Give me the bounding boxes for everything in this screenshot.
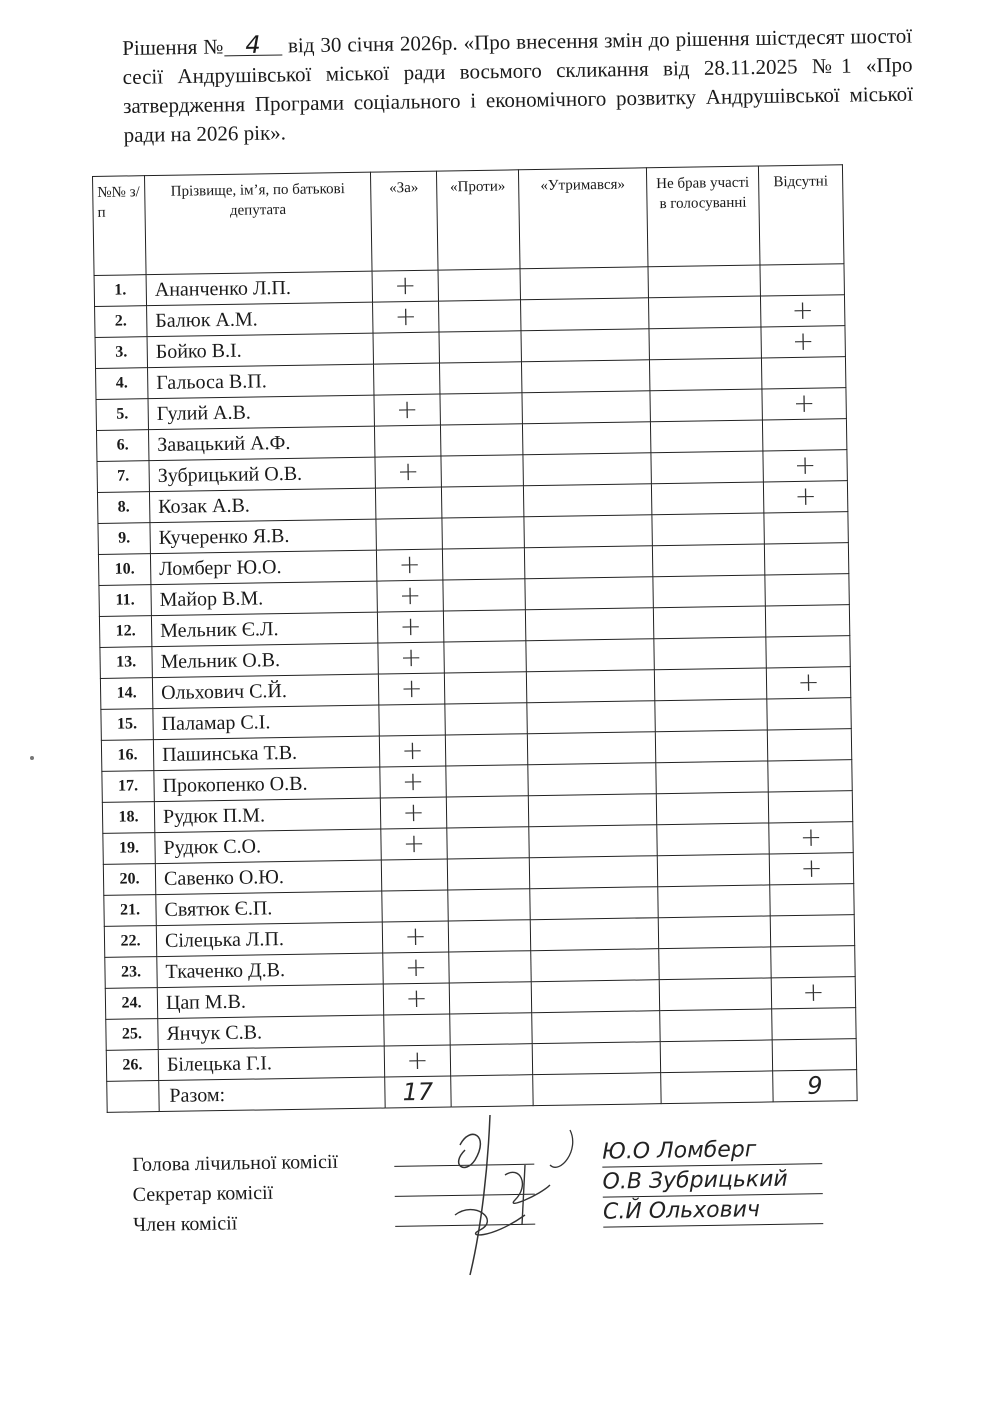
deputy-name: Балюк А.М. bbox=[147, 302, 373, 337]
vote-proty-cell bbox=[440, 424, 522, 456]
vote-vidsutni-cell: + bbox=[769, 822, 853, 854]
row-number: 10. bbox=[98, 554, 150, 586]
vote-ne-brav-cell bbox=[653, 575, 765, 608]
vote-utrymavsia-cell bbox=[521, 360, 649, 393]
vote-proty-cell bbox=[448, 889, 530, 921]
deputy-name: Ткаченко Д.В. bbox=[157, 953, 383, 988]
vote-ne-brav-cell bbox=[649, 358, 761, 391]
vote-proty-cell bbox=[439, 300, 521, 332]
vote-utrymavsia-cell bbox=[529, 825, 657, 858]
header-ne-brav: Не брав участі в голосуванні bbox=[646, 166, 760, 267]
vote-utrymavsia-cell bbox=[528, 763, 656, 796]
vote-ne-brav-cell bbox=[648, 265, 760, 298]
vote-za-cell bbox=[373, 363, 439, 395]
secretary-row bbox=[132, 1166, 788, 1210]
deputy-name: Гулий А.В. bbox=[148, 395, 374, 430]
vote-ne-brav-cell bbox=[651, 451, 763, 484]
vote-za-cell: + bbox=[380, 797, 446, 829]
vote-za-cell bbox=[384, 1014, 450, 1046]
vote-proty-cell bbox=[439, 362, 521, 394]
row-number: 21. bbox=[104, 895, 156, 927]
voting-table bbox=[92, 164, 858, 1113]
vote-vidsutni-cell: + bbox=[762, 388, 846, 420]
row-number: 7. bbox=[97, 461, 149, 493]
row-number: 5. bbox=[96, 399, 148, 431]
deputy-name: Козак А.В. bbox=[149, 488, 375, 523]
vote-proty-cell bbox=[447, 827, 529, 859]
header-utrymavsia: «Утримався» bbox=[518, 168, 648, 269]
row-number: 14. bbox=[100, 678, 152, 710]
vote-ne-brav-cell bbox=[648, 296, 760, 329]
vote-vidsutni-cell bbox=[764, 512, 848, 544]
vote-vidsutni-cell bbox=[772, 1039, 856, 1071]
row-number: 1. bbox=[94, 275, 146, 307]
deputy-name: Цап М.В. bbox=[157, 984, 383, 1019]
vote-za-cell: + bbox=[376, 549, 442, 581]
vote-utrymavsia-cell bbox=[531, 949, 659, 982]
total-ne-brav bbox=[661, 1071, 773, 1104]
vote-proty-cell bbox=[441, 455, 523, 487]
vote-ne-brav-cell bbox=[657, 854, 769, 887]
row-number: 23. bbox=[105, 957, 157, 989]
row-number: 4. bbox=[96, 368, 148, 400]
deputy-name: Гальоса В.П. bbox=[148, 364, 374, 399]
vote-utrymavsia-cell bbox=[528, 794, 656, 827]
row-number: 24. bbox=[105, 988, 157, 1020]
chair-label: Голова лічильної комісії bbox=[132, 1150, 339, 1176]
vote-proty-cell bbox=[449, 982, 531, 1014]
vote-ne-brav-cell bbox=[657, 823, 769, 856]
vote-vidsutni-cell bbox=[764, 543, 848, 575]
vote-vidsutni-cell: + bbox=[771, 977, 855, 1009]
vote-utrymavsia-cell bbox=[526, 639, 654, 672]
deputy-name: Сілецька Л.П. bbox=[156, 922, 382, 957]
vote-proty-cell bbox=[447, 858, 529, 890]
vote-za-cell bbox=[375, 487, 441, 519]
vote-proty-cell bbox=[439, 331, 521, 363]
vote-vidsutni-cell: + bbox=[760, 295, 844, 327]
vote-vidsutni-cell bbox=[765, 574, 849, 606]
vote-za-cell: + bbox=[377, 580, 443, 612]
vote-vidsutni-cell: + bbox=[763, 481, 847, 513]
header-za: «За» bbox=[370, 171, 438, 271]
member-name: С.Й Ольхович bbox=[603, 1195, 823, 1227]
vote-proty-cell bbox=[446, 796, 528, 828]
vote-za-cell: + bbox=[380, 766, 446, 798]
vote-vidsutni-cell bbox=[762, 419, 846, 451]
deputy-name: Зубрицький О.В. bbox=[149, 457, 375, 492]
vote-vidsutni-cell: + bbox=[766, 667, 850, 699]
vote-utrymavsia-cell bbox=[523, 453, 651, 486]
vote-za-cell: + bbox=[378, 673, 444, 705]
vote-utrymavsia-cell bbox=[523, 484, 651, 517]
vote-za-cell: + bbox=[372, 270, 438, 302]
vote-za-cell: + bbox=[373, 301, 439, 333]
secretary-name: О.В Зубрицький bbox=[602, 1165, 822, 1197]
row-number: 12. bbox=[99, 616, 151, 648]
vote-ne-brav-cell bbox=[655, 699, 767, 732]
header-proty: «Проти» bbox=[436, 170, 520, 270]
deputy-name: Ананченко Л.П. bbox=[146, 271, 372, 306]
total-utrymavsia bbox=[533, 1073, 661, 1106]
deputy-name: Мельник Є.Л. bbox=[151, 612, 377, 647]
deputy-name: Святюк Є.П. bbox=[156, 891, 382, 926]
deputy-name: Майор В.М. bbox=[151, 581, 377, 616]
vote-utrymavsia-cell bbox=[522, 391, 650, 424]
vote-ne-brav-cell bbox=[659, 978, 771, 1011]
vote-vidsutni-cell: + bbox=[769, 853, 853, 885]
vote-vidsutni-cell bbox=[761, 357, 845, 389]
vote-ne-brav-cell bbox=[654, 637, 766, 670]
vote-utrymavsia-cell bbox=[521, 329, 649, 362]
vote-utrymavsia-cell bbox=[532, 1011, 660, 1044]
vote-vidsutni-cell bbox=[772, 1008, 856, 1040]
vote-proty-cell bbox=[438, 269, 520, 301]
handwritten-signatures bbox=[430, 1105, 610, 1285]
vote-vidsutni-cell: + bbox=[761, 326, 845, 358]
vote-vidsutni-cell bbox=[765, 605, 849, 637]
vote-vidsutni-cell bbox=[766, 636, 850, 668]
chair-row bbox=[132, 1137, 757, 1180]
total-proty bbox=[451, 1075, 533, 1107]
vote-za-cell bbox=[374, 425, 440, 457]
header-num: №№ з/п bbox=[93, 176, 147, 276]
chair-name: Ю.О Ломберг bbox=[602, 1135, 822, 1167]
vote-za-cell: + bbox=[383, 952, 449, 984]
row-number: 2. bbox=[95, 306, 147, 338]
vote-utrymavsia-cell bbox=[527, 701, 655, 734]
vote-utrymavsia-cell bbox=[520, 267, 648, 300]
row-number: 15. bbox=[101, 709, 153, 741]
vote-ne-brav-cell bbox=[655, 730, 767, 763]
header-name: Прізвище, ім’я, по батькові депутата bbox=[145, 172, 373, 275]
deputy-name: Бойко В.І. bbox=[147, 333, 373, 368]
vote-za-cell bbox=[373, 332, 439, 364]
signatures-block bbox=[132, 1137, 788, 1240]
vote-proty-cell bbox=[449, 951, 531, 983]
vote-proty-cell bbox=[444, 672, 526, 704]
vote-proty-cell bbox=[440, 393, 522, 425]
total-empty-cell bbox=[107, 1081, 159, 1113]
vote-za-cell: + bbox=[375, 456, 441, 488]
row-number: 16. bbox=[101, 740, 153, 772]
vote-za-cell: + bbox=[383, 983, 449, 1015]
vote-proty-cell bbox=[441, 486, 523, 518]
deputy-name: Прокопенко О.В. bbox=[154, 767, 380, 802]
deputy-name: Пашинська Т.В. bbox=[153, 736, 379, 771]
vote-proty-cell bbox=[443, 610, 525, 642]
total-vidsutni: 9 bbox=[773, 1070, 857, 1102]
vote-ne-brav-cell bbox=[652, 513, 764, 546]
vote-ne-brav-cell bbox=[658, 885, 770, 918]
vote-vidsutni-cell bbox=[770, 915, 854, 947]
vote-utrymavsia-cell bbox=[520, 298, 648, 331]
vote-ne-brav-cell bbox=[656, 792, 768, 825]
row-number: 26. bbox=[106, 1050, 158, 1082]
vote-za-cell: + bbox=[384, 1045, 450, 1077]
member-row bbox=[133, 1197, 761, 1240]
deputy-name: Рудюк П.М. bbox=[154, 798, 380, 833]
vote-vidsutni-cell bbox=[768, 791, 852, 823]
vote-vidsutni-cell: + bbox=[763, 450, 847, 482]
row-number: 20. bbox=[103, 864, 155, 896]
row-number: 3. bbox=[95, 337, 147, 369]
vote-utrymavsia-cell bbox=[529, 856, 657, 889]
row-number: 13. bbox=[100, 647, 152, 679]
vote-utrymavsia-cell bbox=[524, 515, 652, 548]
deputy-name: Паламар С.І. bbox=[153, 705, 379, 740]
vote-proty-cell bbox=[442, 517, 524, 549]
table-header-row bbox=[93, 165, 844, 276]
secretary-label: Секретар комісії bbox=[132, 1181, 274, 1206]
vote-vidsutni-cell bbox=[771, 946, 855, 978]
title-prefix: Рішення № bbox=[122, 34, 225, 60]
vote-utrymavsia-cell bbox=[527, 732, 655, 765]
decision-number: 4 bbox=[224, 34, 282, 56]
vote-ne-brav-cell bbox=[660, 1009, 772, 1042]
vote-utrymavsia-cell bbox=[530, 918, 658, 951]
vote-proty-cell bbox=[444, 641, 526, 673]
deputy-name: Рудюк С.О. bbox=[155, 829, 381, 864]
vote-utrymavsia-cell bbox=[526, 670, 654, 703]
row-number: 19. bbox=[103, 833, 155, 865]
deputy-name: Кучеренко Я.В. bbox=[150, 519, 376, 554]
vote-za-cell: + bbox=[379, 735, 445, 767]
vote-vidsutni-cell bbox=[767, 729, 851, 761]
row-number: 18. bbox=[102, 802, 154, 834]
vote-utrymavsia-cell bbox=[525, 608, 653, 641]
vote-utrymavsia-cell bbox=[532, 1042, 660, 1075]
row-number: 17. bbox=[102, 771, 154, 803]
vote-proty-cell bbox=[450, 1013, 532, 1045]
vote-ne-brav-cell bbox=[651, 482, 763, 515]
vote-za-cell: + bbox=[378, 642, 444, 674]
vote-za-cell bbox=[379, 704, 445, 736]
vote-vidsutni-cell bbox=[760, 264, 844, 296]
vote-za-cell: + bbox=[382, 921, 448, 953]
vote-ne-brav-cell bbox=[656, 761, 768, 794]
vote-ne-brav-cell bbox=[650, 389, 762, 422]
vote-ne-brav-cell bbox=[649, 327, 761, 360]
vote-proty-cell bbox=[448, 920, 530, 952]
row-number: 9. bbox=[98, 523, 150, 555]
total-za: 17 bbox=[385, 1076, 451, 1108]
row-number: 11. bbox=[99, 585, 151, 617]
vote-ne-brav-cell bbox=[660, 1040, 772, 1073]
vote-za-cell: + bbox=[374, 394, 440, 426]
deputy-name: Білецька Г.І. bbox=[158, 1046, 384, 1081]
vote-proty-cell bbox=[450, 1044, 532, 1076]
deputy-name: Савенко О.Ю. bbox=[155, 860, 381, 895]
vote-proty-cell bbox=[442, 548, 524, 580]
vote-ne-brav-cell bbox=[652, 544, 764, 577]
deputy-name: Ломберг Ю.О. bbox=[150, 550, 376, 585]
row-number: 6. bbox=[96, 430, 148, 462]
title-text: від 30 січня 2026р. «Про внесення змін до рішення шістдесят шостої сесії Андрушівської міської ради восьмого скликання від 28.11.2025 №1 «Про затвердження Програми соціального і економічного розвитку Андрушівської міської ради на 2026 рік». bbox=[122, 23, 914, 147]
row-number: 22. bbox=[104, 926, 156, 958]
vote-proty-cell bbox=[443, 579, 525, 611]
vote-vidsutni-cell bbox=[768, 760, 852, 792]
vote-proty-cell bbox=[445, 703, 527, 735]
vote-utrymavsia-cell bbox=[530, 887, 658, 920]
vote-proty-cell bbox=[446, 765, 528, 797]
vote-za-cell: + bbox=[381, 828, 447, 860]
table-body bbox=[94, 264, 857, 1082]
vote-utrymavsia-cell bbox=[524, 546, 652, 579]
deputy-name: Ольхович С.Й. bbox=[152, 674, 378, 709]
vote-vidsutni-cell bbox=[767, 698, 851, 730]
scan-speck bbox=[30, 756, 34, 760]
header-vidsutni: Відсутні bbox=[758, 165, 844, 265]
vote-za-cell bbox=[381, 859, 447, 891]
row-number: 8. bbox=[97, 492, 149, 524]
vote-vidsutni-cell bbox=[770, 884, 854, 916]
vote-proty-cell bbox=[445, 734, 527, 766]
vote-utrymavsia-cell bbox=[522, 422, 650, 455]
decision-title bbox=[122, 22, 914, 150]
vote-ne-brav-cell bbox=[653, 606, 765, 639]
vote-ne-brav-cell bbox=[658, 916, 770, 949]
row-number: 25. bbox=[106, 1019, 158, 1051]
vote-ne-brav-cell bbox=[650, 420, 762, 453]
vote-za-cell bbox=[382, 890, 448, 922]
deputy-name: Мельник О.В. bbox=[152, 643, 378, 678]
vote-za-cell bbox=[376, 518, 442, 550]
vote-za-cell: + bbox=[377, 611, 443, 643]
vote-utrymavsia-cell bbox=[525, 577, 653, 610]
member-label: Член комісії bbox=[133, 1212, 238, 1236]
vote-utrymavsia-cell bbox=[531, 980, 659, 1013]
vote-ne-brav-cell bbox=[654, 668, 766, 701]
deputy-name: Янчук С.В. bbox=[158, 1015, 384, 1050]
deputy-name: Завацький А.Ф. bbox=[148, 426, 374, 461]
vote-ne-brav-cell bbox=[659, 947, 771, 980]
total-label: Разом: bbox=[159, 1077, 385, 1112]
